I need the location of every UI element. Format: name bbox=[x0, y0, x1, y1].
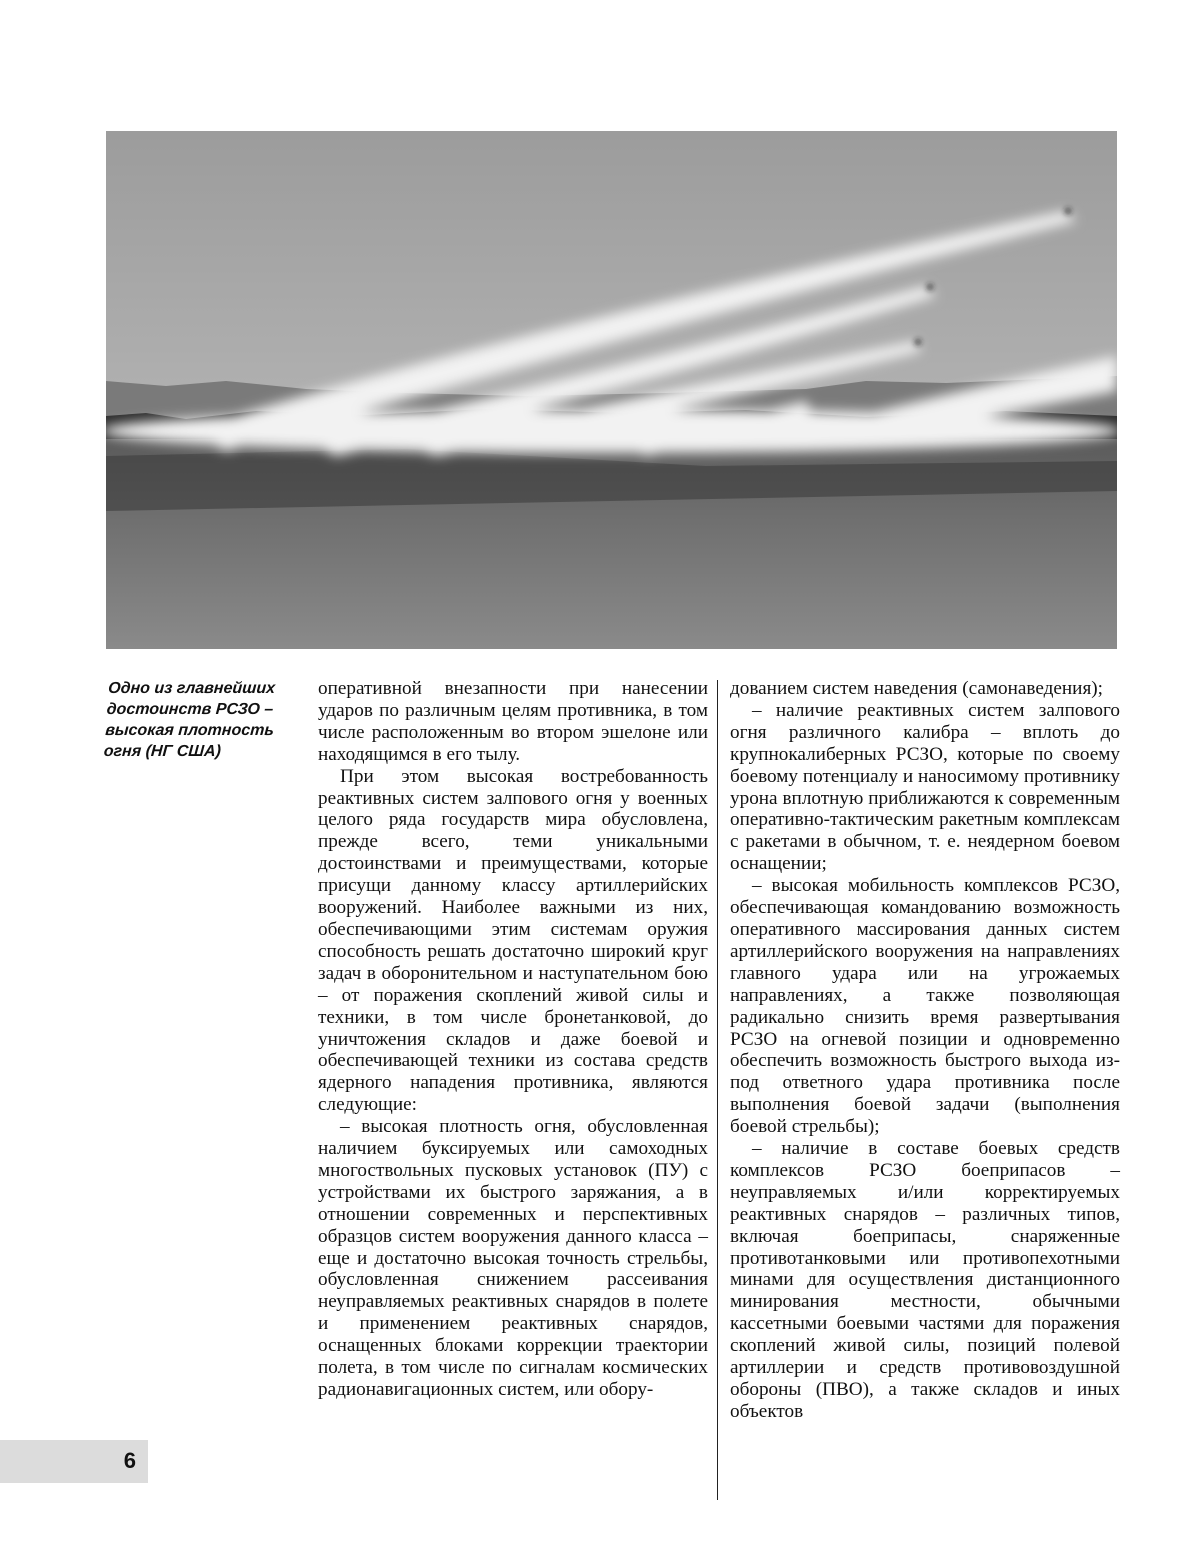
paragraph: При этом высокая востребованность реактивных систем залпового огня у военных целого ряда государств мира обусловлена, прежде всего, теми уникальными достоинствами и преимуществами, которые присущи данному классу артиллерийских вооружений. Наиболее важными из них, обеспечивающими этим системам оружия способность решать достаточно широкий круг задач в оборонительном и наступательном бою – от поражения скоплений живой силы и техники, в том числе бронетанковой, до уничтожения складов и даже боевой и обеспечивающей техники из состава средств ядерного нападения противника, являются следующие: bbox=[318, 765, 708, 1116]
page-number: 6 bbox=[123, 1448, 136, 1473]
rocket-2 bbox=[927, 284, 933, 290]
list-item: – наличие реактивных систем залпового огня различного калибра – вплоть до крупнокалиберных РСЗО, которые по своему боевому потенциалу и наносимому противнику урона вплотную приближаются к современным оперативно-тактическим ракетным комплексам с ракетами в обычном, т. е. неядерном боевом оснащении; bbox=[730, 699, 1120, 875]
paragraph: оперативной внезапности при нанесении ударов по различным целям противника, в том числе расположенным во втором эшелоне или находящимся в его тылу. bbox=[318, 678, 708, 765]
page-number-tab bbox=[0, 1440, 148, 1483]
rocket-3 bbox=[915, 339, 921, 345]
list-item: – высокая мобильность комплексов РСЗО, обеспечивающая командованию возможность оперативного массирования данных систем артиллерийского вооружения на направлениях главного удара или на угрожаемых направлениях, а также позволяющая радикально снизить время развертывания РСЗО на огневой позиции и одновременно обеспечить возможность быстрого выхода из-под ответного удара противника после выполнения боевой задачи (выполнения боевой стрельбы); bbox=[730, 875, 1120, 1138]
rocket-launch-photo bbox=[106, 131, 1117, 649]
text-column-1 bbox=[318, 678, 708, 1401]
photo-illustration bbox=[106, 131, 1117, 649]
list-item: – наличие в составе боевых средств комплексов РСЗО боеприпасов – неуправляемых и/или корректируемых реактивных снарядов – различных типов, включая боеприпасы, снаряженные противотанковыми или противопехотными минами для осуществления дистанционного минирования местности, обычными кассетными боевыми частями для поражения скоплений живой силы, позиций полевой артиллерии и средств противовоздушной обороны (ПВО), а также складов и иных объектов bbox=[730, 1138, 1120, 1422]
paragraph: дованием систем наведения (самонаведения); bbox=[730, 678, 1103, 699]
column-divider bbox=[717, 680, 718, 1500]
list-item: – высокая плотность огня, обусловленная наличием буксируемых или самоходных многоствольных пусковых установок (ПУ) с устройствами их быстрого заряжания, а в отношении современных и перспективных образцов систем вооружения данного класса – еще и достаточно высокая точность стрельбы, обусловленная снижением рассеивания неуправляемых реактивных снарядов в полете и применением реактивных снарядов, оснащенных блоками коррекции траектории полета, в том числе по сигналам космических радионавигационных систем, или обору- bbox=[318, 1116, 708, 1400]
text-column-2 bbox=[730, 678, 1120, 1423]
rocket-1 bbox=[1065, 208, 1071, 214]
ground-smoke bbox=[106, 409, 1117, 453]
figure-caption: Одно из главнейших достоинств РСЗО – высокая плотность огня (НГ США) bbox=[103, 680, 276, 760]
